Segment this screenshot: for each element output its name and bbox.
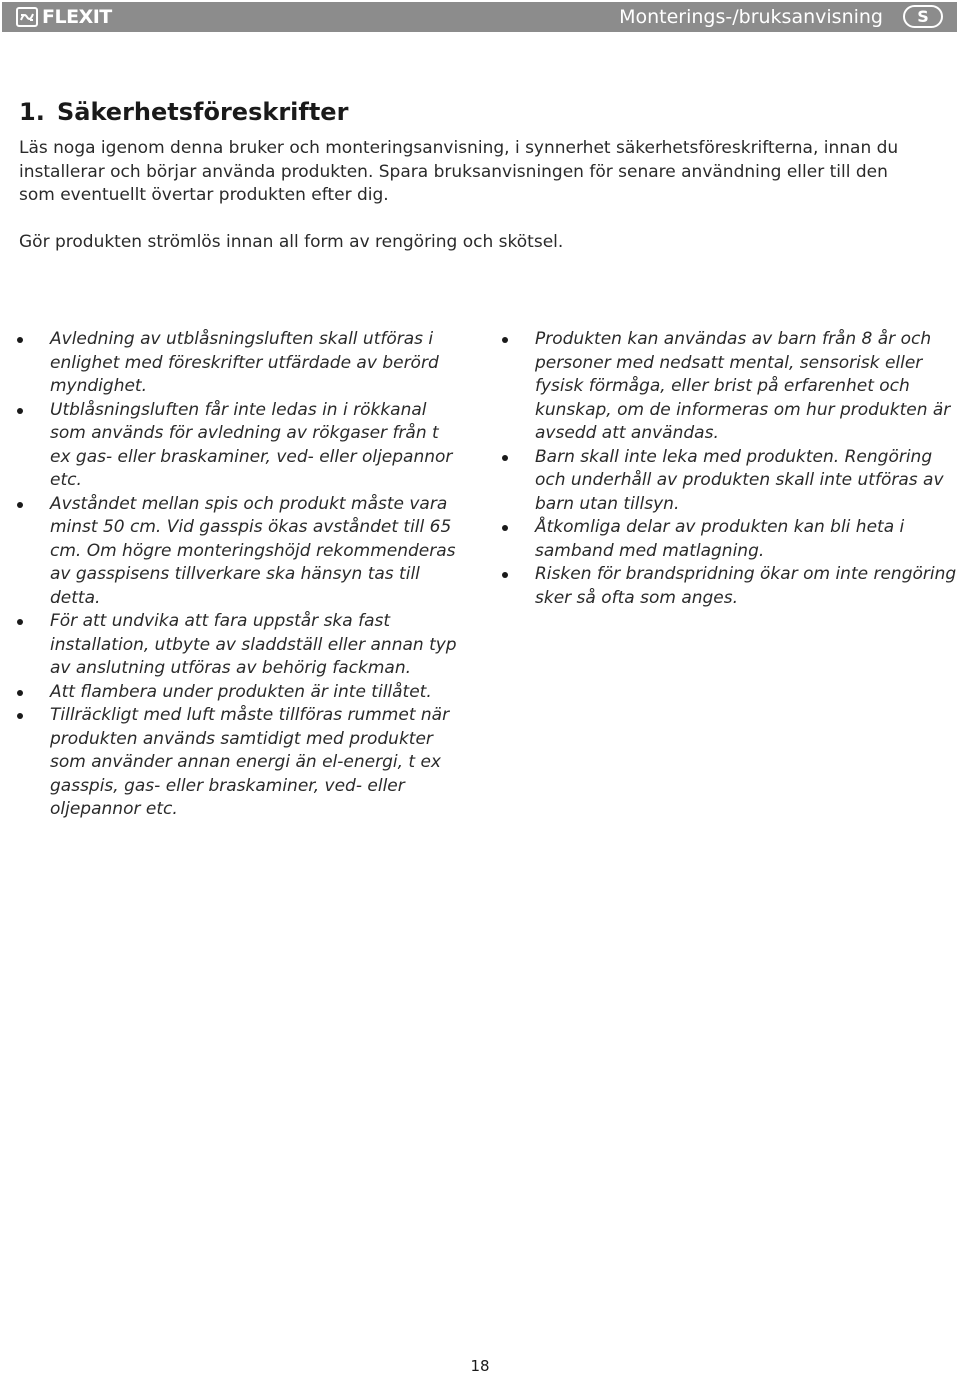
list-item xyxy=(502,516,958,563)
bullet-icon xyxy=(502,455,508,461)
list-item-text: Risken för brandspridning ökar om inte rengöring sker så ofta som anges. xyxy=(535,564,957,608)
bullet-icon xyxy=(17,619,23,625)
left-bullet-list xyxy=(17,328,457,822)
list-item-text: Utblåsningsluften får inte ledas in i rökkanal som används för avledning av rökgaser från t ex gas- eller braskaminer, ved- eller oljepannor etc. xyxy=(50,399,453,490)
logo-text: FLEXIT xyxy=(42,6,112,28)
bullet-icon xyxy=(502,337,508,343)
flexit-logo-icon xyxy=(16,7,38,27)
list-item xyxy=(502,446,958,517)
list-item-text: Att flambera under produkten är inte tillåtet. xyxy=(50,681,432,702)
list-item xyxy=(17,493,457,611)
section-title-text: Säkerhetsföreskrifter xyxy=(57,98,349,126)
list-item xyxy=(17,399,457,493)
bullet-icon xyxy=(502,525,508,531)
list-item xyxy=(17,610,457,681)
list-item-text: Åtkomliga delar av produkten kan bli heta i samband med matlagning. xyxy=(535,517,905,561)
section-number: 1. xyxy=(19,98,45,126)
list-item xyxy=(502,328,958,446)
page-number: 18 xyxy=(470,1357,490,1375)
warning-paragraph: Gör produkten strömlös innan all form av rengöring och skötsel. xyxy=(19,232,564,252)
list-item-text: För att undvika att fara uppstår ska fast installation, utbyte av sladdställ eller annan typ av anslutning utföras av behörig fackman. xyxy=(50,611,457,678)
list-item-text: Tillräckligt med luft måste tillföras rummet när produkten används samtidigt med produkter som använder annan energi än el-energi, t ex gasspis, gas- eller braskaminer, ved- eller oljepannor etc. xyxy=(50,705,450,819)
section-heading xyxy=(19,97,348,127)
right-bullet-list xyxy=(502,328,958,610)
list-item xyxy=(17,704,457,822)
list-item xyxy=(17,328,457,399)
list-item-text: Barn skall inte leka med produkten. Rengöring och underhåll av produkten skall inte utföras av barn utan tillsyn. xyxy=(535,446,944,514)
intro-paragraph: Läs noga igenom denna bruker och monteringsanvisning, i synnerhet säkerhetsföreskrifterna, innan du installerar och börjar använda produkten. Spara bruksanvisningen för senare användning eller till den som eventuellt övertar produkten efter dig. xyxy=(19,138,899,205)
header-bar xyxy=(2,2,957,32)
bullet-icon xyxy=(502,572,508,578)
flexit-logo xyxy=(16,6,112,28)
bullet-icon xyxy=(17,408,23,414)
language-badge: S xyxy=(903,5,943,28)
list-item-text: Avståndet mellan spis och produkt måste vara minst 50 cm. Vid gasspis ökas avståndet till 65 cm. Om högre monteringshöjd rekommenderas av gasspisens tillverkare ska hänsyn tas till detta. xyxy=(50,493,456,608)
bullet-icon xyxy=(17,337,23,343)
list-item xyxy=(502,563,958,610)
bullet-icon xyxy=(17,502,23,508)
bullet-icon xyxy=(17,713,23,719)
list-item-text: Produkten kan användas av barn från 8 år och personer med nedsatt mental, sensorisk eller fysisk förmåga, eller brist på erfarenhet och kunskap, om de informeras om hur produkten är avsedd att användas. xyxy=(535,329,951,443)
bullet-icon xyxy=(17,690,23,696)
list-item-text: Avledning av utblåsningsluften skall utföras i enlighet med föreskrifter utfärdade av berörd myndighet. xyxy=(50,329,439,396)
document-title: Monterings-/bruksanvisning xyxy=(619,6,883,28)
list-item xyxy=(17,681,457,705)
